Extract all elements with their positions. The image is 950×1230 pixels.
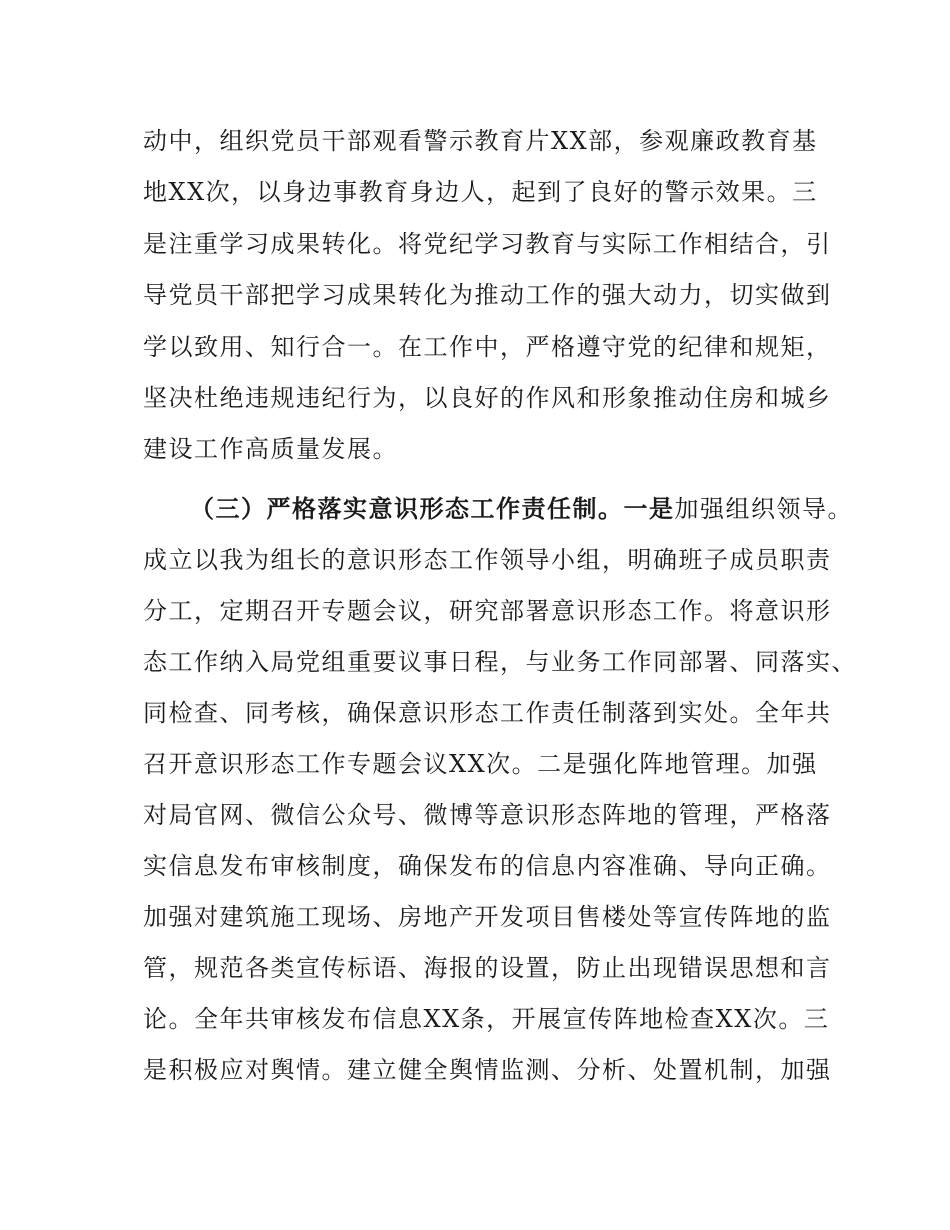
body-text-line: 地XX次，以身边事教育身边人，起到了良好的警示效果。三 [143,178,818,206]
body-text-line: 召开意识形态工作专题会议XX次。二是强化阵地管理。加强 [143,750,818,778]
body-text-line: 动中，组织党员干部观看警示教育片XX部，参观廉政教育基 [143,127,818,155]
point-text: 加强组织领导。 [674,495,853,523]
body-text-line: 管，规范各类宣传标语、海报的设置，防止出现错误思想和言 [143,954,832,982]
body-text-line: 导党员干部把学习成果转化为推动工作的强大动力，切实做到 [143,281,832,309]
body-text-line: 态工作纳入局党组重要议事日程，与业务工作同部署、同落实、 [143,648,857,676]
body-text-line: 坚决杜绝违规违纪行为，以良好的作风和形象推动住房和城乡 [143,384,832,412]
body-text-line: 加强对建筑施工现场、房地产开发项目售楼处等宣传阵地的监 [143,903,832,931]
body-text-line: 对局官网、微信公众号、微博等意识形态阵地的管理，严格落 [143,801,832,829]
section-heading-line [190,494,853,524]
body-text-line: 是积极应对舆情。建立健全舆情监测、分析、处置机制，加强 [143,1056,832,1084]
point-marker: 一是 [623,495,675,523]
body-text-line: 是注重学习成果转化。将党纪学习教育与实际工作相结合，引 [143,230,832,258]
body-text-line: 分工，定期召开专题会议，研究部署意识形态工作。将意识形 [143,597,832,625]
body-text-line: 实信息发布审核制度，确保发布的信息内容准确、导向正确。 [143,852,832,880]
section-heading: （三）严格落实意识形态工作责任制。 [190,495,624,523]
body-text-line: 建设工作高质量发展。 [143,435,398,463]
body-text-line: 同检查、同考核，确保意识形态工作责任制落到实处。全年共 [143,699,832,727]
body-text-line: 成立以我为组长的意识形态工作领导小组，明确班子成员职责 [143,546,832,574]
body-text-line: 论。全年共审核发布信息XX条，开展宣传阵地检查XX次。三 [143,1005,830,1033]
body-text-line: 学以致用、知行合一。在工作中，严格遵守党的纪律和规矩， [143,333,832,361]
